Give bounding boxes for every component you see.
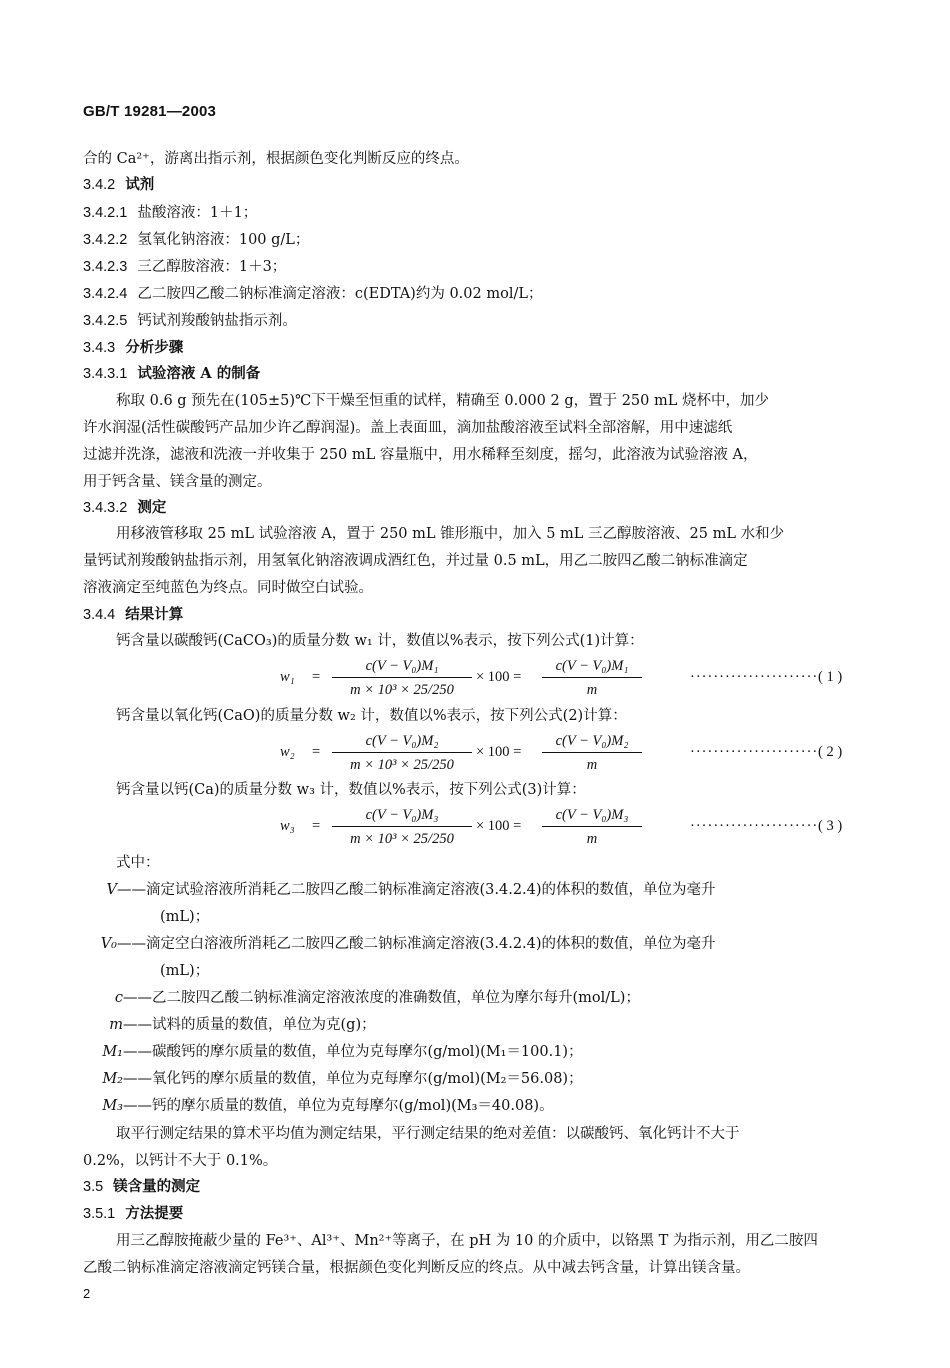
denominator: m × 10³ × 25/250: [332, 752, 472, 775]
item-number: 3.4.2.5: [83, 313, 128, 329]
reagent-item: [83, 281, 850, 307]
section-number: 3.5: [83, 1179, 104, 1195]
paragraph-continuation: 合的 Ca²⁺，游离出指示剂，根据颜色变化判断反应的终点。: [83, 151, 469, 167]
section-number: 3.4.3: [83, 340, 116, 356]
definition-symbol: V₀: [100, 936, 117, 952]
definition-dash: ——: [117, 936, 146, 952]
definition-dash: ——: [123, 1071, 152, 1087]
paragraph-line: 用三乙醇胺掩蔽少量的 Fe³⁺、Al³⁺、Mn²⁺等离子，在 pH 为 10 的介质中，以铬黑 T 为指示剂，用乙二胺四: [116, 1233, 818, 1249]
section-number: 3.4.4: [83, 607, 116, 623]
definition-text: 乙二胺四乙酸二钠标准滴定溶液浓度的准确数值，单位为摩尔每升(mol/L)；: [152, 990, 640, 1006]
standard-code-header: GB/T 19281—2003: [83, 103, 217, 120]
section-heading-3-4-3: [83, 335, 850, 361]
section-number: 3.4.3.2: [83, 500, 128, 516]
section-title: 测定: [137, 499, 167, 516]
paragraph-line: 用于钙含量、镁含量的测定。: [83, 474, 272, 490]
calc-intro: 钙含量以碳酸钙(CaCO₃)的质量分数 w₁ 计，数值以%表示，按下列公式(1)计算：: [116, 633, 644, 649]
definition-line: [83, 985, 850, 1011]
denominator: m × 10³ × 25/250: [332, 677, 472, 700]
item-number: 3.4.2.1: [83, 205, 128, 221]
definition-text: 钙的摩尔质量的数值，单位为克每摩尔(g/mol)(M₃＝40.08)。: [152, 1098, 554, 1114]
item-text: 盐酸溶液：1＋1；: [137, 205, 258, 221]
formula-lhs: w₃: [280, 818, 295, 834]
formula-equals: =: [312, 669, 321, 685]
formula-lhs: w₁: [280, 669, 295, 685]
definition-text: 试料的质量的数值，单位为克(g)；: [152, 1017, 376, 1033]
paragraph-line: 称取 0.6 g 预先在(105±5)℃下干燥至恒重的试样，精确至 0.000 2 g，置于 250 mL 烧杯中，加少: [116, 393, 769, 409]
definition-text: 氧化钙的摩尔质量的数值，单位为克每摩尔(g/mol)(M₂＝56.08)；: [152, 1071, 583, 1087]
item-text: 三乙醇胺溶液：1＋3；: [137, 259, 287, 275]
definition-text: 滴定试验溶液所消耗乙二胺四乙酸二钠标准滴定溶液(3.4.2.4)的体积的数值，单位为毫升: [146, 882, 716, 898]
page-number: 2: [83, 1286, 91, 1301]
formula-number: ( 3 ): [818, 818, 843, 834]
section-title: 试验溶液 A 的制备: [137, 365, 261, 382]
section-title: 镁含量的测定: [113, 1178, 201, 1195]
formula-number: ( 2 ): [818, 744, 843, 760]
formula-number: ( 1 ): [818, 669, 843, 685]
paragraph-line: 乙酸二钠标准滴定溶液滴定钙镁合量，根据颜色变化判断反应的终点。从中减去钙含量，计算出镁含量。: [83, 1260, 750, 1276]
definition-dash: ——: [117, 882, 146, 898]
section-number: 3.4.3.1: [83, 366, 128, 382]
item-number: 3.4.2.3: [83, 259, 128, 275]
definition-line: [83, 877, 850, 903]
paragraph-line: 取平行测定结果的算术平均值为测定结果，平行测定结果的绝对差值：以碳酸钙、氧化钙计不大于: [116, 1126, 740, 1142]
reagent-item: [83, 308, 850, 334]
where-label: 式中：: [116, 855, 160, 871]
section-title: 方法提要: [125, 1205, 184, 1222]
denominator: m × 10³ × 25/250: [332, 826, 472, 849]
formula-times: × 100 =: [476, 744, 522, 760]
section-heading-3-5: [83, 1174, 850, 1200]
section-heading-3-4-4: [83, 602, 850, 628]
section-heading-3-4-2: [83, 172, 850, 198]
definition-dash: ——: [123, 1098, 152, 1114]
definition-text: 碳酸钙的摩尔质量的数值，单位为克每摩尔(g/mol)(M₁＝100.1)；: [152, 1044, 583, 1060]
formula-fraction: [332, 655, 472, 700]
numerator: c(V − V₀)M₁: [365, 658, 439, 674]
definition-continuation: (mL)；: [160, 963, 210, 979]
item-number: 3.4.2.4: [83, 286, 128, 302]
section-heading-3-5-1: [83, 1201, 850, 1227]
definition-line: [83, 931, 850, 957]
formula-fraction: [542, 730, 642, 775]
section-title: 分析步骤: [125, 339, 184, 356]
calc-intro: 钙含量以氧化钙(CaO)的质量分数 w₂ 计，数值以%表示，按下列公式(2)计算：: [116, 708, 627, 724]
formula-times: × 100 =: [476, 669, 522, 685]
reagent-item: [83, 227, 850, 253]
section-heading-3-4-3-1: [83, 361, 850, 387]
denominator: m: [542, 826, 642, 849]
formula-times: × 100 =: [476, 818, 522, 834]
definition-symbol: M₃: [102, 1098, 123, 1114]
formula-equals: =: [312, 818, 321, 834]
section-number: 3.5.1: [83, 1206, 116, 1222]
formula-leader: ······················: [690, 744, 819, 760]
definition-dash: ——: [123, 1044, 152, 1060]
numerator: c(V − V₀)M₂: [365, 733, 439, 749]
reagent-item: [83, 200, 850, 226]
paragraph-line: 0.2%，以钙计不大于 0.1%。: [83, 1153, 278, 1169]
reagent-item: [83, 254, 850, 280]
definition-dash: ——: [123, 1017, 152, 1033]
section-number: 3.4.2: [83, 177, 116, 193]
definition-line: [83, 1039, 850, 1065]
definition-symbol: c: [114, 990, 123, 1006]
formula-equals: =: [312, 744, 321, 760]
definition-line: [83, 1012, 850, 1038]
paragraph-line: 过滤并洗涤，滤液和洗液一并收集于 250 mL 容量瓶中，用水稀释至刻度，摇匀，此溶液为试验溶液 A，: [83, 447, 758, 463]
formula-lhs: w₂: [280, 744, 295, 760]
formula-3: [280, 804, 850, 852]
definition-symbol: V: [106, 882, 117, 898]
item-text: 氢氧化钠溶液：100 g/L；: [137, 232, 310, 248]
numerator: c(V − V₀)M₂: [555, 733, 629, 749]
definition-line: [83, 1066, 850, 1092]
formula-fraction: [542, 804, 642, 849]
formula-leader: ······················: [690, 669, 819, 685]
section-title: 结果计算: [125, 606, 184, 623]
definition-symbol: M₁: [102, 1044, 123, 1060]
paragraph-line: 用移液管移取 25 mL 试验溶液 A，置于 250 mL 锥形瓶中，加入 5 mL 三乙醇胺溶液、25 mL 水和少: [116, 526, 785, 542]
item-text: 乙二胺四乙酸二钠标准滴定溶液：c(EDTA)约为 0.02 mol/L；: [137, 286, 543, 302]
definition-text: 滴定空白溶液所消耗乙二胺四乙酸二钠标准滴定溶液(3.4.2.4)的体积的数值，单位为毫升: [146, 936, 716, 952]
denominator: m: [542, 677, 642, 700]
definition-symbol: M₂: [102, 1071, 123, 1087]
formula-1: [280, 655, 850, 703]
paragraph-line: 溶液滴定至纯蓝色为终点。同时做空白试验。: [83, 580, 373, 596]
item-text: 钙试剂羧酸钠盐指示剂。: [137, 313, 297, 329]
formula-fraction: [332, 804, 472, 849]
calc-intro: 钙含量以钙(Ca)的质量分数 w₃ 计，数值以%表示，按下列公式(3)计算：: [116, 782, 586, 798]
numerator: c(V − V₀)M₃: [555, 807, 629, 823]
formula-fraction: [542, 655, 642, 700]
formula-fraction: [332, 730, 472, 775]
numerator: c(V − V₀)M₃: [365, 807, 439, 823]
definition-symbol: m: [109, 1017, 123, 1033]
paragraph-line: 许水润湿(活性碳酸钙产品加少许乙醇润湿)。盖上表面皿，滴加盐酸溶液至试料全部溶解，用中速滤纸: [83, 420, 733, 436]
definition-continuation: (mL)；: [160, 909, 210, 925]
section-heading-3-4-3-2: [83, 495, 850, 521]
formula-2: [280, 730, 850, 778]
formula-leader: ······················: [690, 818, 819, 834]
definition-dash: ——: [123, 990, 152, 1006]
denominator: m: [542, 752, 642, 775]
paragraph-line: 量钙试剂羧酸钠盐指示剂，用氢氧化钠溶液调成酒红色，并过量 0.5 mL，用乙二胺四乙酸二钠标准滴定: [83, 553, 748, 569]
numerator: c(V − V₀)M₁: [555, 658, 629, 674]
section-title: 试剂: [125, 176, 155, 193]
item-number: 3.4.2.2: [83, 232, 128, 248]
definition-line: [83, 1093, 850, 1119]
